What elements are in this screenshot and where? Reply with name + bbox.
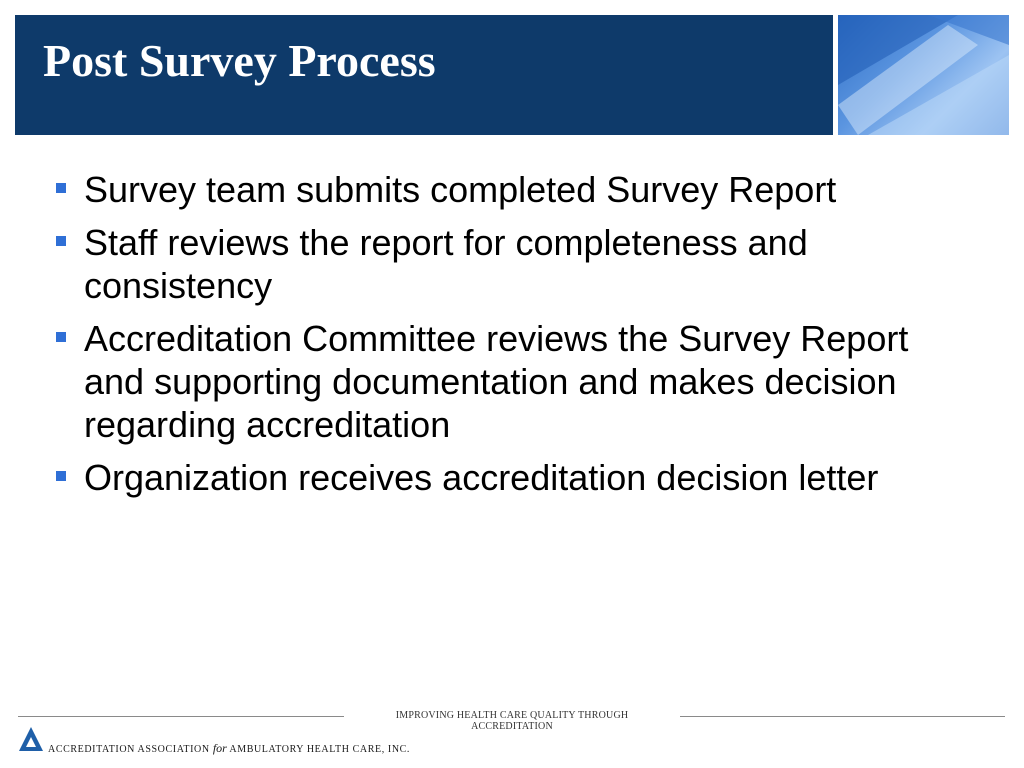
bullet-item xyxy=(56,221,956,307)
decorative-corner-image xyxy=(838,15,1009,135)
bullet-square-icon xyxy=(56,471,66,481)
organization-name xyxy=(48,741,410,756)
org-name-for: for xyxy=(212,741,227,755)
bullet-item xyxy=(56,317,956,446)
footer-divider-right xyxy=(680,716,1005,717)
bullet-square-icon xyxy=(56,332,66,342)
bullet-text: Survey team submits completed Survey Report xyxy=(84,169,837,210)
bullet-text: Accreditation Committee reviews the Survey Report and supporting documentation and makes decision regarding accreditation xyxy=(84,318,909,445)
bullet-item xyxy=(56,168,956,211)
title-bar xyxy=(15,15,833,135)
bullet-square-icon xyxy=(56,183,66,193)
slide-title: Post Survey Process xyxy=(43,35,436,86)
bullet-item xyxy=(56,456,956,499)
bullet-list xyxy=(56,168,956,509)
organization-logo-icon xyxy=(18,726,44,752)
bullet-square-icon xyxy=(56,236,66,246)
footer-tagline: IMPROVING HEALTH CARE QUALITY THROUGH ACCREDITATION xyxy=(395,710,629,732)
footer-divider-left xyxy=(18,716,344,717)
bullet-text: Organization receives accreditation decision letter xyxy=(84,457,879,498)
org-name-part2: AMBULATORY HEALTH CARE, INC. xyxy=(229,744,411,755)
bullet-text: Staff reviews the report for completeness and consistency xyxy=(84,222,808,306)
org-name-part1: ACCREDITATION ASSOCIATION xyxy=(48,744,210,755)
